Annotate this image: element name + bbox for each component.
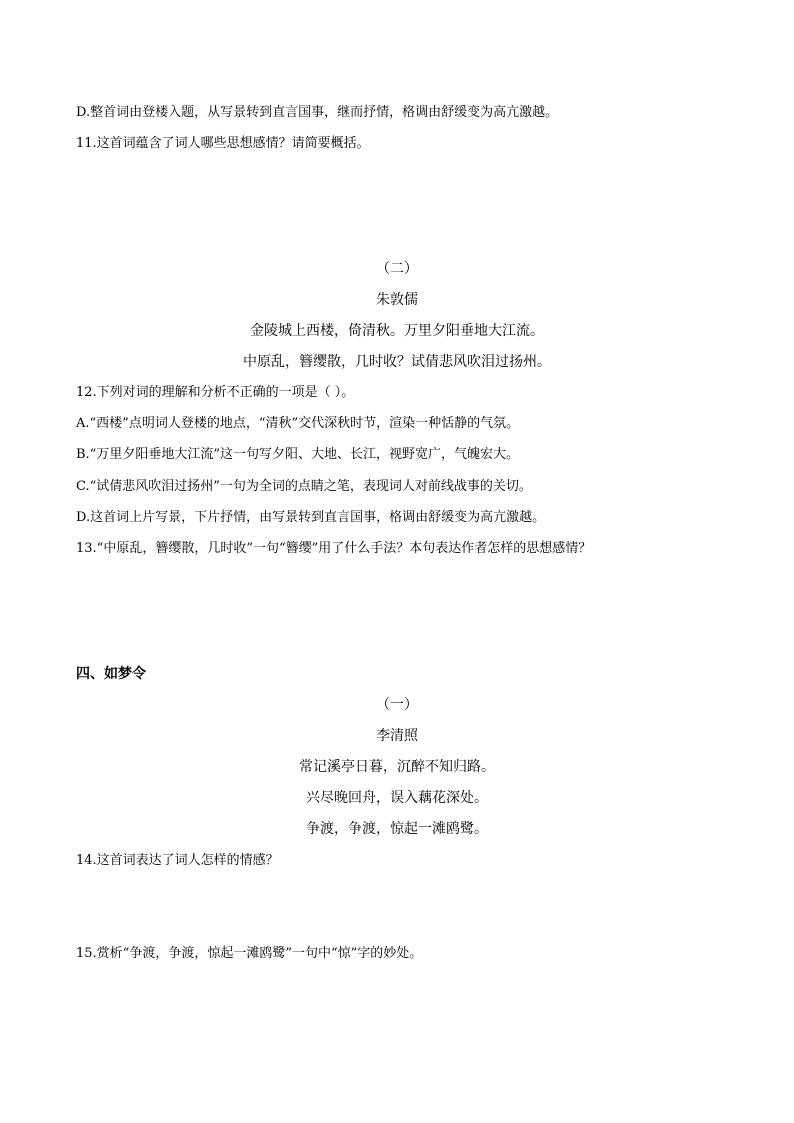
question-15: 15.赏析“争渡，争渡，惊起一滩鸥鹭”一句中“惊”字的妙处。 — [76, 946, 423, 961]
question-12-stem: 12.下列对词的理解和分析不正确的一项是（ ）。 — [76, 385, 355, 400]
poem-two-line-1: 金陵城上西楼，倚清秋。万里夕阳垂地大江流。 — [250, 323, 544, 339]
section-four-title: 四、如梦令 — [76, 666, 146, 682]
poem-two-author: 朱敦儒 — [376, 292, 418, 308]
section-four-line-3: 争渡，争渡，惊起一滩鸥鹭。 — [306, 821, 488, 837]
question-12-option-c: C.“试倩悲风吹泪过扬州”一句为全词的点睛之笔，表现词人对前线战事的关切。 — [76, 479, 532, 494]
section-four-line-2: 兴尽晚回舟，误入藕花深处。 — [306, 790, 488, 806]
question-12-option-b: B.“万里夕阳垂地大江流”这一句写夕阳、大地、长江，视野宽广，气魄宏大。 — [76, 447, 519, 462]
poem-two-number: （二） — [376, 261, 418, 277]
q10-option-d: D.整首词由登楼入题，从写景转到直言国事，继而抒情，格调由舒缓变为高亢激越。 — [76, 105, 559, 120]
question-12-option-d: D.这首词上片写景，下片抒情，由写景转到直言国事，格调由舒缓变为高亢激越。 — [76, 510, 546, 525]
question-14: 14.这首词表达了词人怎样的情感？ — [76, 853, 279, 868]
section-four-author: 李清照 — [376, 728, 418, 744]
section-four-number: （一） — [376, 697, 418, 713]
question-12-option-a: A.“西楼”点明词人登楼的地点，“清秋”交代深秋时节，渲染一种恬静的气氛。 — [76, 416, 520, 431]
question-11: 11.这首词蕴含了词人哪些思想感情？请简要概括。 — [76, 136, 370, 151]
poem-two-line-2: 中原乱，簪缨散，几时收？试倩悲风吹泪过扬州。 — [243, 354, 551, 370]
section-four-line-1: 常记溪亭日暮，沉醉不知归路。 — [299, 759, 495, 775]
question-13: 13.“中原乱，簪缨散，几时收”一句“簪缨”用了什么手法？本句表达作者怎样的思想感情？ — [76, 541, 592, 556]
